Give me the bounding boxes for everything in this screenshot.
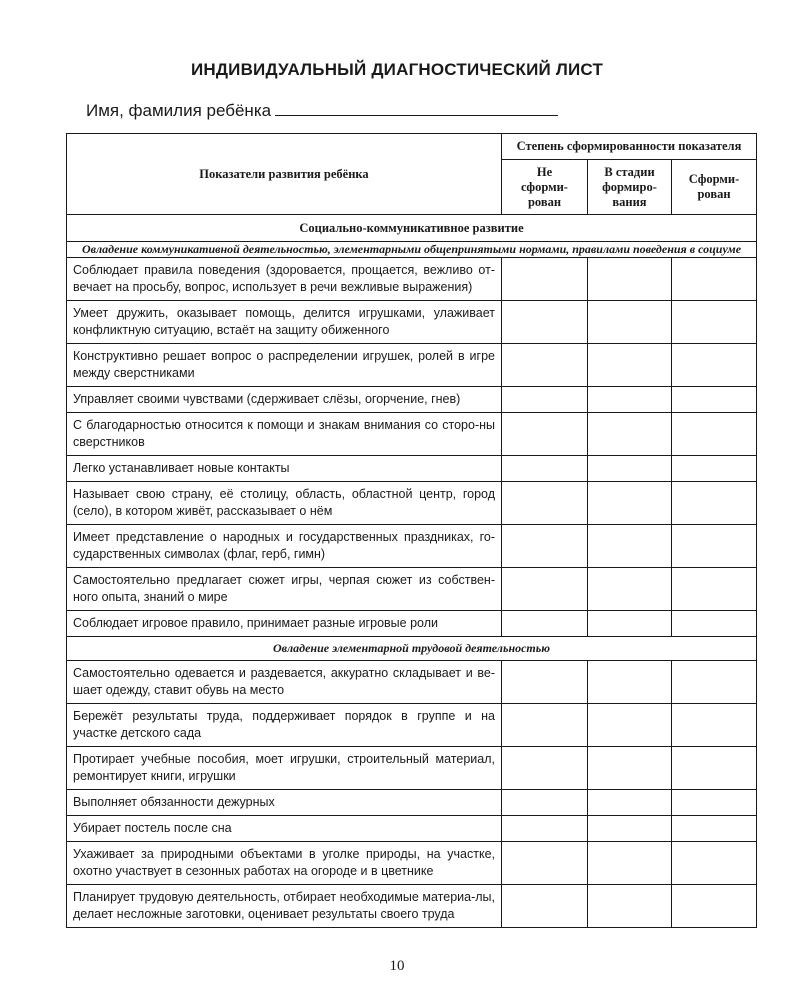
mark-cell-not-formed[interactable] (502, 258, 588, 301)
indicator-text: Управляет своими чувствами (сдерживает слёзы, огорчение, гнев) (67, 387, 502, 413)
mark-cell-not-formed[interactable] (502, 344, 588, 387)
mark-cell-not-formed[interactable] (502, 413, 588, 456)
level-forming-header: В стадии формиро-вания (588, 160, 672, 215)
mark-cell-not-formed[interactable] (502, 482, 588, 525)
mark-cell-not-formed[interactable] (502, 661, 588, 704)
mark-cell-formed[interactable] (672, 344, 757, 387)
level-not-formed-header: Не сформи-рован (502, 160, 588, 215)
table-row (67, 456, 757, 482)
level-formed-header: Сформи-рован (672, 160, 757, 215)
indicator-text: Умеет дружить, оказывает помощь, делится игрушками, улаживает конфликтную ситуацию, встаёт на защиту обиженного (67, 301, 502, 344)
table-row (67, 525, 757, 568)
table-row (67, 413, 757, 456)
mark-cell-formed[interactable] (672, 301, 757, 344)
mark-cell-forming[interactable] (588, 258, 672, 301)
indicator-text: Самостоятельно одевается и раздевается, аккуратно складывает и ве-шает одежду, ставит обувь на место (67, 661, 502, 704)
indicator-text: Называет свою страну, её столицу, область, областной центр, город (село), в котором живёт, рассказывает о нём (67, 482, 502, 525)
mark-cell-formed[interactable] (672, 747, 757, 790)
mark-cell-forming[interactable] (588, 525, 672, 568)
mark-cell-formed[interactable] (672, 790, 757, 816)
subsection-heading-labor: Овладение элементарной трудовой деятельностью (67, 637, 757, 661)
table-row (67, 482, 757, 525)
table-row (67, 568, 757, 611)
indicator-text: Планирует трудовую деятельность, отбирает необходимые материа-лы, делает несложные заготовки, оценивает результаты своего труда (67, 885, 502, 928)
mark-cell-formed[interactable] (672, 413, 757, 456)
table-row (67, 611, 757, 637)
mark-cell-not-formed[interactable] (502, 301, 588, 344)
indicator-text: Соблюдает правила поведения (здоровается, прощается, вежливо от-вечает на просьбу, вопрос, использует в речи вежливые выражения) (67, 258, 502, 301)
mark-cell-forming[interactable] (588, 611, 672, 637)
mark-cell-formed[interactable] (672, 525, 757, 568)
mark-cell-formed[interactable] (672, 456, 757, 482)
mark-cell-not-formed[interactable] (502, 747, 588, 790)
mark-cell-not-formed[interactable] (502, 525, 588, 568)
mark-cell-formed[interactable] (672, 816, 757, 842)
table-row (67, 790, 757, 816)
indicator-text: Имеет представление о народных и государственных праздниках, го-сударственных символах (флаг, герб, гимн) (67, 525, 502, 568)
mark-cell-forming[interactable] (588, 413, 672, 456)
table-row (67, 258, 757, 301)
indicator-text: Самостоятельно предлагает сюжет игры, черпая сюжет из собствен-ного опыта, знаний о мире (67, 568, 502, 611)
mark-cell-not-formed[interactable] (502, 456, 588, 482)
indicator-text: Выполняет обязанности дежурных (67, 790, 502, 816)
mark-cell-formed[interactable] (672, 704, 757, 747)
mark-cell-not-formed[interactable] (502, 568, 588, 611)
mark-cell-forming[interactable] (588, 387, 672, 413)
indicator-text: Протирает учебные пособия, моет игрушки, строительный материал, ремонтирует книги, игрушки (67, 747, 502, 790)
table-row (67, 747, 757, 790)
mark-cell-forming[interactable] (588, 482, 672, 525)
mark-cell-formed[interactable] (672, 611, 757, 637)
mark-cell-forming[interactable] (588, 842, 672, 885)
indicator-text: Бережёт результаты труда, поддерживает порядок в группе и на участке детского сада (67, 704, 502, 747)
table-row (67, 661, 757, 704)
child-name-line (86, 99, 558, 121)
subsection-heading-communication: Овладение коммуникативной деятельностью, элементарными общепринятыми нормами, правилами поведения в социуме (67, 242, 757, 258)
mark-cell-not-formed[interactable] (502, 611, 588, 637)
mark-cell-forming[interactable] (588, 790, 672, 816)
child-name-label: Имя, фамилия ребёнка (86, 101, 272, 120)
mark-cell-forming[interactable] (588, 661, 672, 704)
mark-cell-formed[interactable] (672, 568, 757, 611)
mark-cell-forming[interactable] (588, 456, 672, 482)
mark-cell-not-formed[interactable] (502, 842, 588, 885)
section-heading: Социально-коммуникативное развитие (67, 215, 757, 242)
table-row (67, 842, 757, 885)
indicator-text: Легко устанавливает новые контакты (67, 456, 502, 482)
mark-cell-not-formed[interactable] (502, 885, 588, 928)
level-header: Степень сформированности показателя (502, 134, 757, 160)
indicator-header: Показатели развития ребёнка (67, 134, 502, 215)
mark-cell-forming[interactable] (588, 816, 672, 842)
mark-cell-not-formed[interactable] (502, 704, 588, 747)
mark-cell-formed[interactable] (672, 258, 757, 301)
mark-cell-formed[interactable] (672, 482, 757, 525)
child-name-blank (275, 99, 558, 116)
table-row (67, 387, 757, 413)
indicator-text: С благодарностью относится к помощи и знакам внимания со сторо-ны сверстников (67, 413, 502, 456)
mark-cell-forming[interactable] (588, 704, 672, 747)
mark-cell-formed[interactable] (672, 885, 757, 928)
indicator-text: Убирает постель после сна (67, 816, 502, 842)
mark-cell-not-formed[interactable] (502, 816, 588, 842)
table-row (67, 816, 757, 842)
mark-cell-forming[interactable] (588, 568, 672, 611)
table-row (67, 704, 757, 747)
mark-cell-formed[interactable] (672, 842, 757, 885)
indicator-text: Соблюдает игровое правило, принимает разные игровые роли (67, 611, 502, 637)
mark-cell-forming[interactable] (588, 885, 672, 928)
mark-cell-forming[interactable] (588, 747, 672, 790)
mark-cell-not-formed[interactable] (502, 387, 588, 413)
table-row (67, 885, 757, 928)
mark-cell-forming[interactable] (588, 344, 672, 387)
page-number: 10 (389, 958, 405, 974)
indicator-text: Ухаживает за природными объектами в уголке природы, на участке, охотно участвует в сезонных работах на огороде и в цветнике (67, 842, 502, 885)
indicator-text: Конструктивно решает вопрос о распределении игрушек, ролей в игре между сверстниками (67, 344, 502, 387)
document-title: ИНДИВИДУАЛЬНЫЙ ДИАГНОСТИЧЕСКИЙ ЛИСТ (190, 60, 604, 79)
mark-cell-formed[interactable] (672, 661, 757, 704)
mark-cell-formed[interactable] (672, 387, 757, 413)
diagnostic-table (66, 133, 757, 928)
table-row (67, 301, 757, 344)
mark-cell-not-formed[interactable] (502, 790, 588, 816)
mark-cell-forming[interactable] (588, 301, 672, 344)
table-row (67, 344, 757, 387)
